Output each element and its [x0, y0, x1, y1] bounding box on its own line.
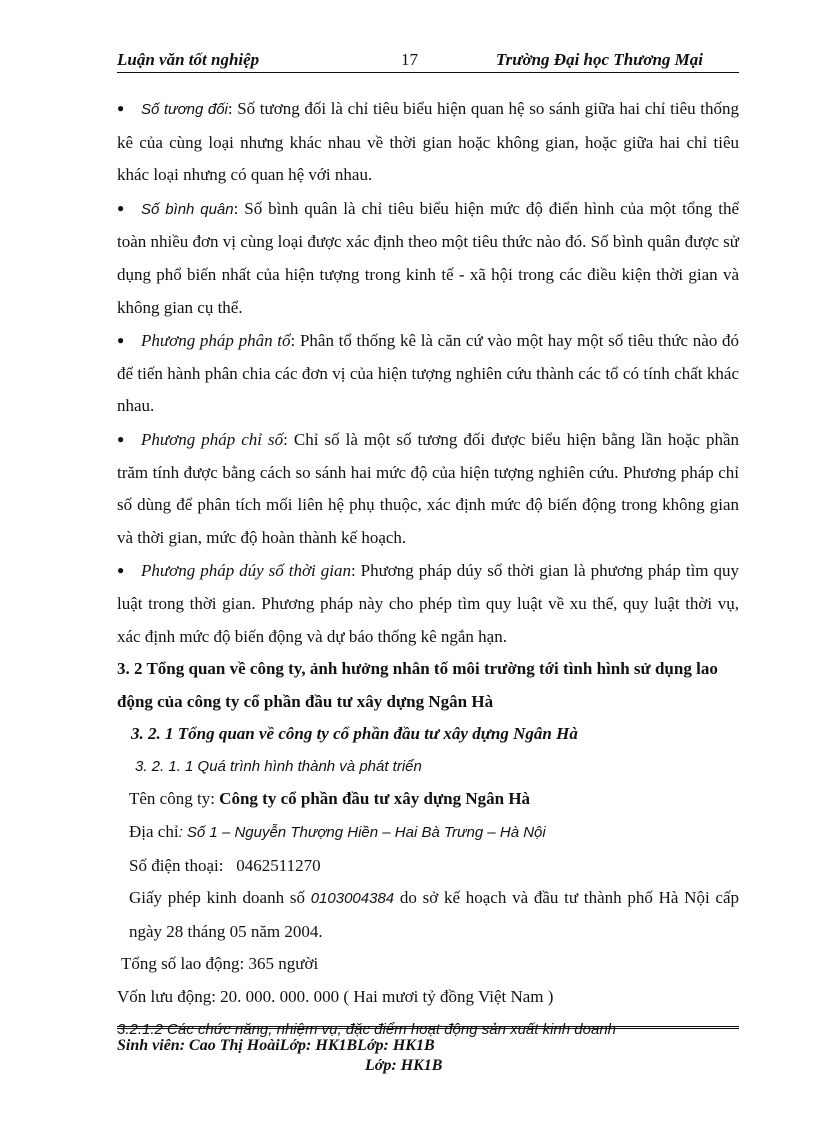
- bullet-term: Số tương đối: [141, 101, 228, 118]
- bullet-text: : Số bình quân là chỉ tiêu biểu hiện mức độ điển hình của một tổng thể toàn nhiều đơn vị cùng loại được xác định theo một tiêu thức nào đó. Số bình quân được sử dụng phổ biến nhất của hiện tượng trong kinh tế - xã hội trong các điều kiện thời gian và không gian cụ thể.: [117, 198, 739, 317]
- bullet-icon: ●: [117, 200, 125, 215]
- capital-line: Vốn lưu động: 20. 000. 000. 000 ( Hai mươi tỷ đồng Việt Nam ): [117, 987, 554, 1007]
- bullet-icon: ●: [117, 431, 125, 446]
- bullet-term: Số bình quân: [141, 200, 234, 218]
- bullet-term: Phương pháp dúy số thời gian: [141, 561, 351, 581]
- page-number: 17: [401, 50, 418, 69]
- header-right-title: Trường Đại học Thương Mại: [495, 50, 703, 69]
- bullet-item: [117, 324, 739, 423]
- company-name-label: Tên công ty:: [129, 789, 220, 809]
- page-header: [117, 48, 739, 73]
- license-prefix: Giấy phép kinh doanh số: [129, 888, 311, 908]
- bullet-item: [117, 192, 739, 324]
- bullet-text: : Số tương đối là chỉ tiêu biểu hiện quan hệ so sánh giữa hai chỉ tiêu thống kê của cùng loại nhưng khác nhau về thời gian hoặc không gian, hoặc giữa hai chỉ tiêu khác loại nhưng có quan hệ với nhau.: [117, 99, 739, 185]
- header-left-title: Luận văn tốt nghiệp: [117, 50, 260, 69]
- next-subsection-heading: 3.2.1.2 Các chức năng, nhiệm vụ, đặc điểm hoạt động sản xuất kinh doanh: [117, 1020, 616, 1038]
- bullet-icon: ●: [117, 333, 125, 348]
- phone-value: 0462511270: [236, 855, 321, 875]
- license-line: [117, 882, 739, 948]
- bullet-text: : Phương pháp dúy số thời gian là phương pháp tìm quy luật trong thời gian. Phương pháp này cho phép tìm quy luật về xu thế, quy luật thời vụ, xác định mức độ biến động và dự báo thống kê ngắn hạn.: [117, 561, 739, 646]
- subsection-title: 3. 2. 1 Tổng quan về công ty cổ phần đầu tư xây dựng Ngân Hà: [131, 724, 578, 744]
- bullet-term: Phương pháp phân tổ: [141, 331, 291, 351]
- subsubsection-title: 3. 2. 1. 1 Quá trình hình thành và phát triển: [135, 757, 422, 775]
- section-title: 3. 2 Tổng quan về công ty, ảnh hưởng nhân tố môi trường tới tình hình sử dụng lao động của công ty cổ phần đầu tư xây dựng Ngân Hà: [117, 659, 718, 711]
- footer-student-line: Sinh viên: Cao Thị HoàiLớp: HK1BLớp: HK1B: [117, 1037, 435, 1054]
- bullet-item: [117, 423, 739, 554]
- footer-class-line: Lớp: HK1B: [365, 1057, 443, 1074]
- document-body: [117, 92, 739, 1046]
- bullet-text: : Chỉ số là một số tương đối được biểu hiện bằng lần hoặc phần trăm tính được bằng cách so sánh hai mức độ của hiện tượng nghiên cứu. Phương pháp chỉ số dùng để phân tích mối liên hệ phụ thuộc, xác định mức độ biến động trong không gian và thời gian, mức độ hoàn thành kế hoạch.: [117, 429, 739, 547]
- license-suffix: do sở kế hoạch và đầu tư thành phố Hà Nội cấp ngày 28 tháng 05 năm 2004.: [129, 888, 740, 941]
- bullet-term: Phương pháp chỉ số: [141, 429, 284, 449]
- phone-label: Số điện thoại:: [129, 855, 224, 875]
- employees-line: Tổng số lao động: 365 người: [121, 954, 319, 974]
- bullet-icon: ●: [117, 563, 125, 578]
- company-name-value: Công ty cổ phần đầu tư xây dựng Ngân Hà: [219, 789, 531, 809]
- address-line: [117, 816, 739, 850]
- bullet-item: [117, 554, 739, 653]
- company-name-line: [117, 783, 739, 816]
- bullet-item: [117, 92, 739, 192]
- bullet-icon: ●: [117, 101, 125, 115]
- address-value: : Số 1 – Nguyễn Thượng Hiền – Hai Bà Trưng – Hà Nội: [178, 824, 546, 842]
- phone-line: [117, 850, 739, 883]
- bullet-text: : Phân tổ thống kê là căn cứ vào một hay một số tiêu thức nào đó để tiến hành phân chia các đơn vị của hiện tượng nghiên cứu thành các tổ có tính chất khác nhau.: [117, 331, 740, 416]
- address-label: Địa chỉ: [129, 822, 179, 842]
- license-number: 0103004384: [310, 890, 395, 908]
- page-footer: [117, 1026, 739, 1075]
